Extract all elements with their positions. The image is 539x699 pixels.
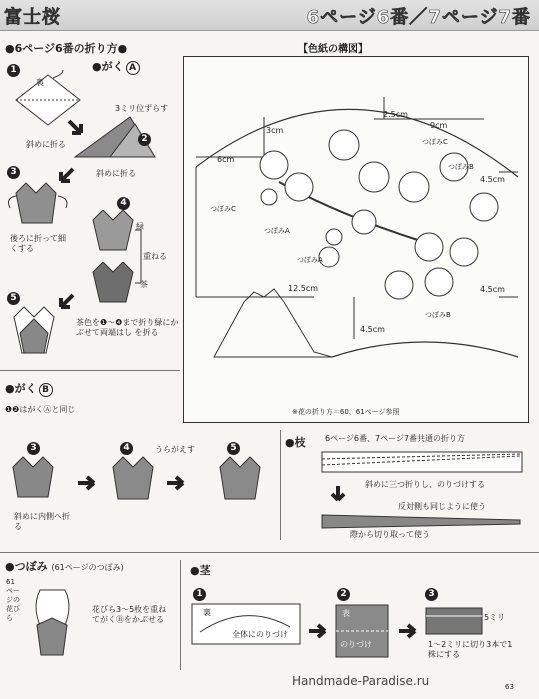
dimension-label: 2.5cm	[383, 110, 408, 119]
bud-label: つぼみB	[448, 163, 474, 171]
bud-label: つぼみA	[264, 227, 290, 235]
eda-text1: 斜めに三つ折りし、のりづけする	[365, 480, 485, 489]
step-number: 1	[193, 588, 206, 601]
page-number: 63	[505, 683, 514, 691]
gaku-b-step5-diagram	[215, 455, 265, 505]
step4-green-diagram	[88, 210, 138, 255]
step5-text: 茶色を❶～❹まで折り緑にかぶせて両端はし を折る	[76, 318, 179, 337]
flip-text: うらがえす	[155, 445, 195, 454]
kuki-mm: 5ミリ	[484, 613, 506, 622]
site-watermark: Handmade-Paradise.ru	[292, 674, 430, 688]
dimension-label: 4.5cm	[480, 285, 505, 294]
tsubomi-side: 61ページの花びら	[6, 578, 20, 622]
overlap-text: 重ねる	[143, 252, 167, 261]
arrow-icon	[328, 484, 348, 504]
step-number: 4	[120, 442, 133, 455]
bud-label: つぼみC	[210, 205, 236, 213]
dimension-label: 4.5cm	[480, 175, 505, 184]
tsubomi-text: 花びら3～5枚を重ねてがくⒷをかぶせる	[92, 605, 167, 624]
eda-text2: 反対側も同じように使う	[398, 502, 486, 511]
tsubomi-title: ●つぼみ	[5, 560, 48, 573]
gaku-b-sub: ❶❷はがくⒶと同じ	[5, 405, 76, 414]
arrow-icon	[307, 622, 331, 640]
step-number: 2	[337, 588, 350, 601]
step1-text: 斜めに折る	[26, 140, 66, 149]
brown-label: 茶	[140, 280, 148, 289]
gaku-b-step4-diagram	[108, 455, 158, 505]
step2-text: 斜めに折る	[96, 169, 136, 178]
step-number: 5	[7, 292, 20, 305]
divider	[280, 430, 281, 540]
bud-label: つぼみC	[422, 138, 448, 146]
gaku-a-heading	[92, 58, 140, 75]
dimension-label: 4.5cm	[360, 325, 385, 334]
step-number: 2	[138, 133, 151, 146]
kuki-step2-text: のりづけ	[340, 640, 372, 649]
kuki-step1-text: 全体にのりづけ	[232, 630, 288, 639]
gaku-b-step3-text: 斜めに内側へ折る	[14, 512, 70, 531]
step-number: 5	[227, 442, 240, 455]
bud-label: つぼみB	[425, 311, 451, 319]
step3-text: 後ろに折って細くする	[10, 234, 66, 253]
back-label: 裏	[36, 78, 44, 87]
step-number: 3	[27, 442, 40, 455]
composition-diagram	[184, 57, 527, 421]
gaku-title: ●がく	[92, 60, 124, 73]
kuki-step3-diagram	[424, 606, 484, 636]
step-number: 3	[7, 166, 20, 179]
divider	[0, 552, 539, 553]
dimension-label: 9cm	[430, 121, 448, 130]
tsubomi-diagram	[25, 580, 80, 660]
step-number: 4	[117, 197, 130, 210]
eda-desc: 6ページ6番、7ページ7番共通の折り方	[325, 434, 466, 443]
section-title: ●6ページ6番の折り方●	[5, 42, 128, 55]
step2-top-text: 3ミリ位ずらす	[115, 104, 169, 113]
kuki-title: ●茎	[190, 564, 211, 577]
dimension-label: 12.5cm	[288, 284, 319, 293]
page-title: 富士桜	[4, 7, 61, 28]
step-number: 1	[7, 64, 20, 77]
arrow-icon	[76, 474, 100, 492]
gaku-b-step3-diagram	[8, 455, 68, 505]
back-label: 裏	[203, 608, 211, 617]
gaku-mark: A	[126, 61, 140, 75]
dimension-label: 6cm	[217, 155, 235, 164]
dimension-label: 3cm	[266, 126, 284, 135]
arrow-icon	[55, 292, 77, 314]
front-label: 表	[342, 609, 350, 618]
arrow-icon	[165, 474, 189, 492]
step5-diagram	[8, 305, 58, 360]
step3-diagram	[8, 178, 68, 233]
composition-note: ※花の折り方＝60、61ページ参照	[292, 408, 400, 416]
step4-brown-diagram	[88, 262, 138, 307]
divider	[0, 370, 180, 371]
eda-strip	[320, 510, 525, 530]
step-number: 3	[425, 588, 438, 601]
composition-title: 【色紙の構図】	[298, 44, 368, 55]
eda-text3: 際から切り取って使う	[350, 530, 430, 539]
gaku-b-title: ●がく	[5, 382, 37, 395]
bud-label: つぼみA	[297, 256, 323, 264]
divider	[180, 560, 181, 670]
gaku-b-mark: B	[39, 383, 53, 397]
arrow-icon	[397, 622, 421, 640]
page-reference: 6ページ6番／7ページ7番	[306, 7, 531, 28]
tsubomi-sub: (61ページのつぼみ)	[51, 563, 124, 572]
eda-diagram	[320, 450, 525, 475]
tsubomi-heading	[5, 558, 124, 574]
kuki-step3-text: 1～2ミリに切り3本で1株にする	[428, 640, 513, 659]
eda-title: ●枝	[285, 436, 306, 449]
green-label: 緑	[136, 222, 144, 231]
gaku-b-heading	[5, 380, 53, 397]
